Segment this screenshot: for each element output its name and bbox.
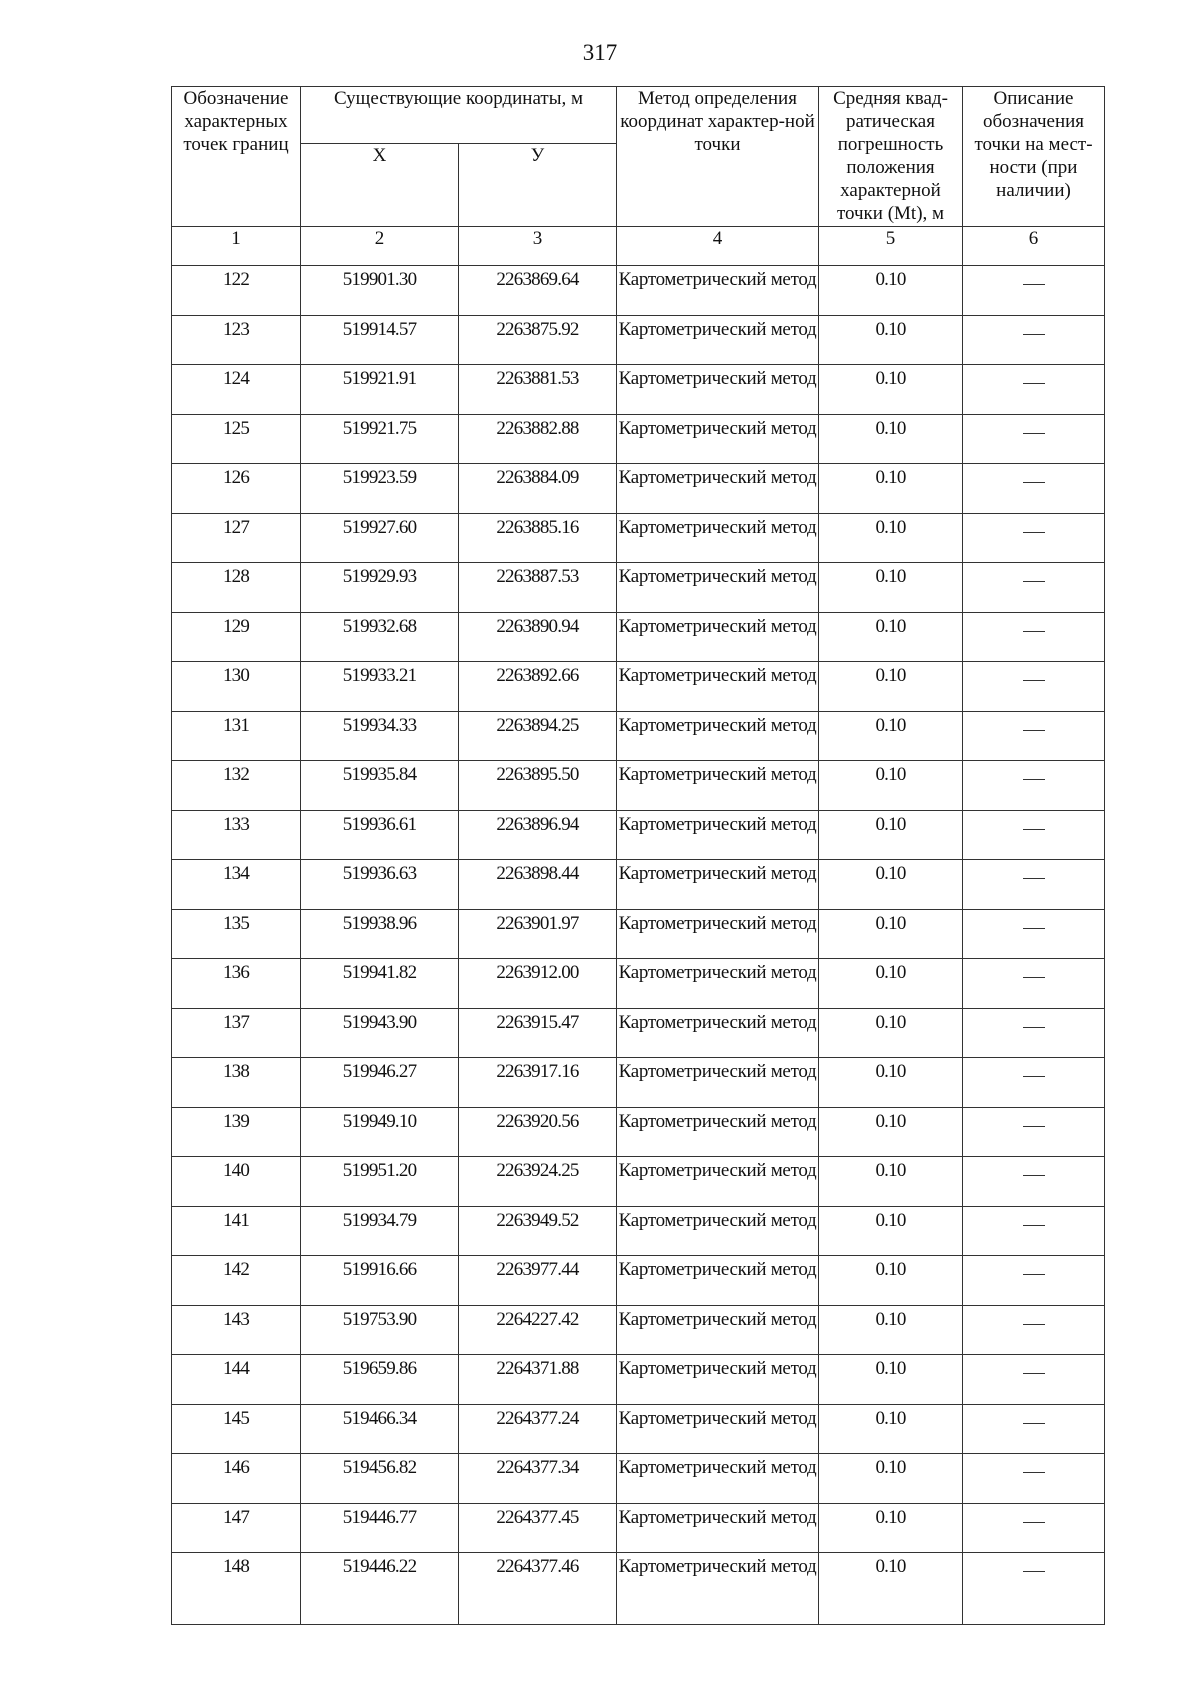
cell-point: 140 — [172, 1157, 301, 1207]
cell-y: 2264377.34 — [459, 1454, 617, 1504]
cell-description — [963, 414, 1105, 464]
cell-description — [963, 315, 1105, 365]
cell-method: Картометрический метод — [617, 810, 819, 860]
dash-line — [1023, 779, 1045, 780]
cell-error: 0.10 — [819, 1058, 963, 1108]
cell-error: 0.10 — [819, 1553, 963, 1625]
cell-method: Картометрический метод — [617, 563, 819, 613]
cell-x: 519934.79 — [301, 1206, 459, 1256]
cell-error: 0.10 — [819, 860, 963, 910]
cell-point: 148 — [172, 1553, 301, 1625]
cell-x: 519921.75 — [301, 414, 459, 464]
cell-x: 519927.60 — [301, 513, 459, 563]
cell-x: 519921.91 — [301, 365, 459, 415]
dash-line — [1023, 1522, 1045, 1523]
cell-error: 0.10 — [819, 711, 963, 761]
cell-method: Картометрический метод — [617, 612, 819, 662]
table-row — [172, 1058, 1105, 1108]
dash-line — [1023, 1175, 1045, 1176]
cell-point: 135 — [172, 909, 301, 959]
cell-description — [963, 1355, 1105, 1405]
cell-error: 0.10 — [819, 1355, 963, 1405]
cell-method: Картометрический метод — [617, 1355, 819, 1405]
cell-x: 519753.90 — [301, 1305, 459, 1355]
cell-method: Картометрический метод — [617, 909, 819, 959]
table-row — [172, 1355, 1105, 1405]
cell-error: 0.10 — [819, 414, 963, 464]
cell-description — [963, 909, 1105, 959]
cell-point: 143 — [172, 1305, 301, 1355]
cell-description — [963, 860, 1105, 910]
header-point-designation: Обозначение характерных точек границ — [172, 87, 301, 227]
cell-point: 132 — [172, 761, 301, 811]
cell-y: 2263869.64 — [459, 266, 617, 316]
cell-description — [963, 464, 1105, 514]
dash-line — [1023, 631, 1045, 632]
cell-method: Картометрический метод — [617, 1157, 819, 1207]
cell-y: 2263898.44 — [459, 860, 617, 910]
cell-x: 519456.82 — [301, 1454, 459, 1504]
cell-method: Картометрический метод — [617, 1206, 819, 1256]
dash-line — [1023, 730, 1045, 731]
cell-description — [963, 513, 1105, 563]
cell-method: Картометрический метод — [617, 1305, 819, 1355]
table-row — [172, 959, 1105, 1009]
cell-y: 2264377.24 — [459, 1404, 617, 1454]
cell-y: 2263885.16 — [459, 513, 617, 563]
cell-x: 519914.57 — [301, 315, 459, 365]
cell-method: Картометрический метод — [617, 315, 819, 365]
dash-line — [1023, 1324, 1045, 1325]
cell-method: Картометрический метод — [617, 1256, 819, 1306]
dash-line — [1023, 1027, 1045, 1028]
table-row — [172, 1454, 1105, 1504]
cell-point: 124 — [172, 365, 301, 415]
column-number: 4 — [617, 227, 819, 266]
dash-line — [1023, 383, 1045, 384]
cell-error: 0.10 — [819, 464, 963, 514]
cell-error: 0.10 — [819, 315, 963, 365]
table-row — [172, 612, 1105, 662]
cell-error: 0.10 — [819, 1256, 963, 1306]
dash-line — [1023, 1472, 1045, 1473]
cell-point: 144 — [172, 1355, 301, 1405]
cell-point: 126 — [172, 464, 301, 514]
cell-y: 2263892.66 — [459, 662, 617, 712]
table-row — [172, 860, 1105, 910]
cell-x: 519901.30 — [301, 266, 459, 316]
cell-point: 128 — [172, 563, 301, 613]
dash-line — [1023, 284, 1045, 285]
cell-x: 519936.63 — [301, 860, 459, 910]
cell-description — [963, 612, 1105, 662]
cell-method: Картометрический метод — [617, 761, 819, 811]
cell-y: 2263887.53 — [459, 563, 617, 613]
cell-description — [963, 662, 1105, 712]
dash-line — [1023, 977, 1045, 978]
cell-error: 0.10 — [819, 1454, 963, 1504]
dash-line — [1023, 1423, 1045, 1424]
cell-y: 2263915.47 — [459, 1008, 617, 1058]
cell-method: Картометрический метод — [617, 1058, 819, 1108]
table-body — [172, 266, 1105, 1625]
cell-x: 519929.93 — [301, 563, 459, 613]
cell-x: 519946.27 — [301, 1058, 459, 1108]
cell-method: Картометрический метод — [617, 1404, 819, 1454]
cell-description — [963, 761, 1105, 811]
cell-y: 2263890.94 — [459, 612, 617, 662]
cell-error: 0.10 — [819, 662, 963, 712]
cell-x: 519446.77 — [301, 1503, 459, 1553]
cell-x: 519446.22 — [301, 1553, 459, 1625]
cell-error: 0.10 — [819, 563, 963, 613]
cell-point: 138 — [172, 1058, 301, 1108]
table-row — [172, 1206, 1105, 1256]
table-row — [172, 1305, 1105, 1355]
table-row — [172, 1157, 1105, 1207]
cell-method: Картометрический метод — [617, 662, 819, 712]
cell-method: Картометрический метод — [617, 1503, 819, 1553]
dash-line — [1023, 433, 1045, 434]
column-number: 2 — [301, 227, 459, 266]
cell-description — [963, 959, 1105, 1009]
cell-point: 122 — [172, 266, 301, 316]
cell-error: 0.10 — [819, 1305, 963, 1355]
cell-error: 0.10 — [819, 266, 963, 316]
table-row — [172, 266, 1105, 316]
cell-description — [963, 1206, 1105, 1256]
dash-line — [1023, 1373, 1045, 1374]
cell-point: 123 — [172, 315, 301, 365]
cell-y: 2263875.92 — [459, 315, 617, 365]
cell-point: 133 — [172, 810, 301, 860]
header-y: У — [459, 144, 617, 227]
cell-y: 2263949.52 — [459, 1206, 617, 1256]
cell-description — [963, 1454, 1105, 1504]
cell-x: 519659.86 — [301, 1355, 459, 1405]
cell-method: Картометрический метод — [617, 711, 819, 761]
cell-point: 134 — [172, 860, 301, 910]
cell-point: 127 — [172, 513, 301, 563]
cell-description — [963, 1008, 1105, 1058]
column-number: 5 — [819, 227, 963, 266]
table-row — [172, 1553, 1105, 1625]
cell-y: 2264371.88 — [459, 1355, 617, 1405]
column-number: 6 — [963, 227, 1105, 266]
column-number: 3 — [459, 227, 617, 266]
cell-x: 519941.82 — [301, 959, 459, 1009]
cell-method: Картометрический метод — [617, 266, 819, 316]
cell-y: 2263895.50 — [459, 761, 617, 811]
cell-y: 2263977.44 — [459, 1256, 617, 1306]
dash-line — [1023, 1076, 1045, 1077]
table-row — [172, 1008, 1105, 1058]
cell-x: 519935.84 — [301, 761, 459, 811]
dash-line — [1023, 1274, 1045, 1275]
dash-line — [1023, 829, 1045, 830]
dash-line — [1023, 1225, 1045, 1226]
dash-line — [1023, 928, 1045, 929]
cell-error: 0.10 — [819, 959, 963, 1009]
header-method: Метод определения координат характер-ной точки — [617, 87, 819, 227]
cell-x: 519936.61 — [301, 810, 459, 860]
dash-line — [1023, 334, 1045, 335]
table-row — [172, 563, 1105, 613]
table-row — [172, 662, 1105, 712]
cell-x: 519916.66 — [301, 1256, 459, 1306]
cell-description — [963, 563, 1105, 613]
table-row — [172, 513, 1105, 563]
cell-point: 146 — [172, 1454, 301, 1504]
cell-method: Картометрический метод — [617, 860, 819, 910]
cell-point: 145 — [172, 1404, 301, 1454]
cell-x: 519934.33 — [301, 711, 459, 761]
header-x: X — [301, 144, 459, 227]
cell-y: 2263920.56 — [459, 1107, 617, 1157]
cell-x: 519951.20 — [301, 1157, 459, 1207]
dash-line — [1023, 878, 1045, 879]
dash-line — [1023, 532, 1045, 533]
table-row — [172, 414, 1105, 464]
cell-point: 130 — [172, 662, 301, 712]
cell-y: 2264377.45 — [459, 1503, 617, 1553]
cell-y: 2264377.46 — [459, 1553, 617, 1625]
cell-point: 139 — [172, 1107, 301, 1157]
cell-point: 141 — [172, 1206, 301, 1256]
cell-method: Картометрический метод — [617, 959, 819, 1009]
cell-description — [963, 365, 1105, 415]
cell-description — [963, 1404, 1105, 1454]
cell-point: 131 — [172, 711, 301, 761]
cell-description — [963, 711, 1105, 761]
cell-y: 2263882.88 — [459, 414, 617, 464]
column-number: 1 — [172, 227, 301, 266]
table-row — [172, 464, 1105, 514]
table-row — [172, 1256, 1105, 1306]
cell-point: 136 — [172, 959, 301, 1009]
cell-method: Картометрический метод — [617, 1008, 819, 1058]
cell-method: Картометрический метод — [617, 513, 819, 563]
cell-error: 0.10 — [819, 1206, 963, 1256]
cell-point: 147 — [172, 1503, 301, 1553]
page-number: 317 — [582, 40, 618, 65]
cell-x: 519466.34 — [301, 1404, 459, 1454]
table-row — [172, 761, 1105, 811]
cell-error: 0.10 — [819, 365, 963, 415]
cell-point: 137 — [172, 1008, 301, 1058]
cell-description — [963, 1157, 1105, 1207]
cell-method: Картометрический метод — [617, 1107, 819, 1157]
cell-x: 519932.68 — [301, 612, 459, 662]
cell-method: Картометрический метод — [617, 464, 819, 514]
cell-y: 2263924.25 — [459, 1157, 617, 1207]
cell-description — [963, 1503, 1105, 1553]
table-row — [172, 711, 1105, 761]
cell-y: 2263881.53 — [459, 365, 617, 415]
cell-error: 0.10 — [819, 810, 963, 860]
cell-x: 519933.21 — [301, 662, 459, 712]
cell-point: 142 — [172, 1256, 301, 1306]
cell-y: 2264227.42 — [459, 1305, 617, 1355]
table-row — [172, 810, 1105, 860]
table-row — [172, 1404, 1105, 1454]
header-error: Средняя квад-ратическая погрешность положения характерной точки (Mt), м — [819, 87, 963, 227]
cell-y: 2263912.00 — [459, 959, 617, 1009]
cell-error: 0.10 — [819, 513, 963, 563]
dash-line — [1023, 482, 1045, 483]
cell-description — [963, 810, 1105, 860]
cell-x: 519923.59 — [301, 464, 459, 514]
cell-description — [963, 1256, 1105, 1306]
cell-point: 125 — [172, 414, 301, 464]
cell-error: 0.10 — [819, 1107, 963, 1157]
dash-line — [1023, 1126, 1045, 1127]
table-row — [172, 315, 1105, 365]
cell-method: Картометрический метод — [617, 365, 819, 415]
table-row — [172, 1107, 1105, 1157]
cell-description — [963, 1107, 1105, 1157]
dash-line — [1023, 1571, 1045, 1572]
cell-error: 0.10 — [819, 612, 963, 662]
header-coordinates: Существующие координаты, м — [301, 87, 617, 144]
cell-error: 0.10 — [819, 1157, 963, 1207]
cell-error: 0.10 — [819, 909, 963, 959]
cell-y: 2263901.97 — [459, 909, 617, 959]
dash-line — [1023, 680, 1045, 681]
table-row — [172, 1503, 1105, 1553]
cell-error: 0.10 — [819, 1008, 963, 1058]
dash-line — [1023, 581, 1045, 582]
cell-y: 2263917.16 — [459, 1058, 617, 1108]
cell-x: 519938.96 — [301, 909, 459, 959]
cell-y: 2263884.09 — [459, 464, 617, 514]
table-row — [172, 909, 1105, 959]
header-description: Описание обозначения точки на мест-ности (при наличии) — [963, 87, 1105, 227]
cell-error: 0.10 — [819, 1404, 963, 1454]
cell-x: 519943.90 — [301, 1008, 459, 1058]
coordinates-table — [171, 86, 1105, 1625]
cell-description — [963, 1058, 1105, 1108]
cell-x: 519949.10 — [301, 1107, 459, 1157]
cell-method: Картометрический метод — [617, 1553, 819, 1625]
cell-error: 0.10 — [819, 1503, 963, 1553]
cell-method: Картометрический метод — [617, 414, 819, 464]
cell-point: 129 — [172, 612, 301, 662]
cell-y: 2263894.25 — [459, 711, 617, 761]
cell-method: Картометрический метод — [617, 1454, 819, 1504]
cell-description — [963, 1553, 1105, 1625]
cell-y: 2263896.94 — [459, 810, 617, 860]
cell-error: 0.10 — [819, 761, 963, 811]
cell-description — [963, 1305, 1105, 1355]
cell-description — [963, 266, 1105, 316]
table-row — [172, 365, 1105, 415]
